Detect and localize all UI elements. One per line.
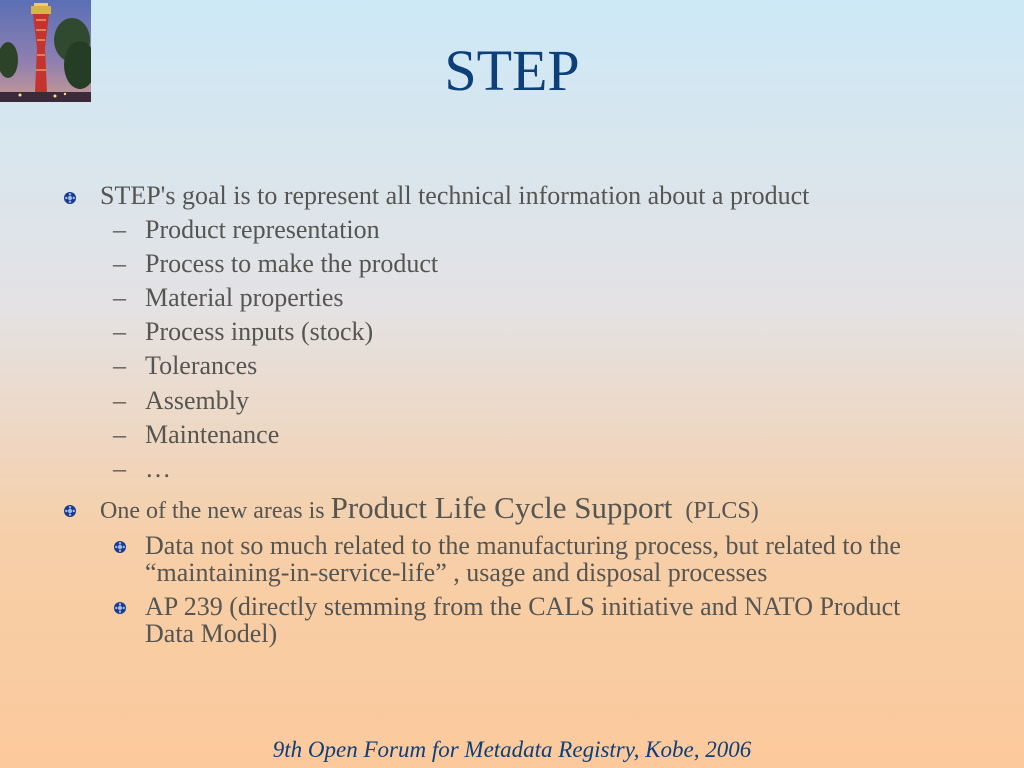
flower-bullet-icon [113,540,127,554]
dash-marker: – [113,283,126,312]
list-item-label: Material properties [145,283,344,312]
dash-marker: – [113,317,126,346]
list-item [113,388,249,414]
list-item-label: … [145,454,171,483]
list-item [113,217,380,243]
bullet-plcs-prefix: One of the new areas is [100,498,331,524]
dash-marker: – [113,215,126,244]
dash-marker: – [113,454,126,483]
list-item [113,353,257,379]
plcs-highlight: Product Life Cycle Support [330,490,673,525]
bullet-step-goal: STEP's goal is to represent all technical information about a product [100,181,810,210]
list-item [113,251,438,277]
list-item-label: Process to make the product [145,249,439,278]
dash-marker: – [113,386,126,415]
dash-marker: – [113,420,126,449]
flower-bullet-icon [63,504,77,518]
list-item-label: Product representation [145,215,380,244]
bullet-plcs [100,492,759,523]
list-item [113,456,171,482]
list-item [113,422,279,448]
flower-bullet-icon [113,601,127,615]
list-item [113,319,373,345]
dash-marker: – [113,249,126,278]
list-item-label: Process inputs (stock) [145,317,374,346]
list-item: Data not so much related to the manufacturing process, but related to the “maintaining-in-service-life” , usage and disposal processes [145,531,901,587]
slide-title: STEP [444,38,580,103]
dash-marker: – [113,351,126,380]
list-item-label: Assembly [145,386,249,415]
plcs-acronym: (PLCS) [685,498,759,524]
slide-footer: 9th Open Forum for Metadata Registry, Kobe, 2006 [272,737,752,762]
list-item: AP 239 (directly stemming from the CALS initiative and NATO Product Data Model) [145,592,901,648]
flower-bullet-icon [63,191,77,205]
list-item-label: Maintenance [145,420,280,449]
list-item [113,285,344,311]
list-item-label: Tolerances [145,351,258,380]
